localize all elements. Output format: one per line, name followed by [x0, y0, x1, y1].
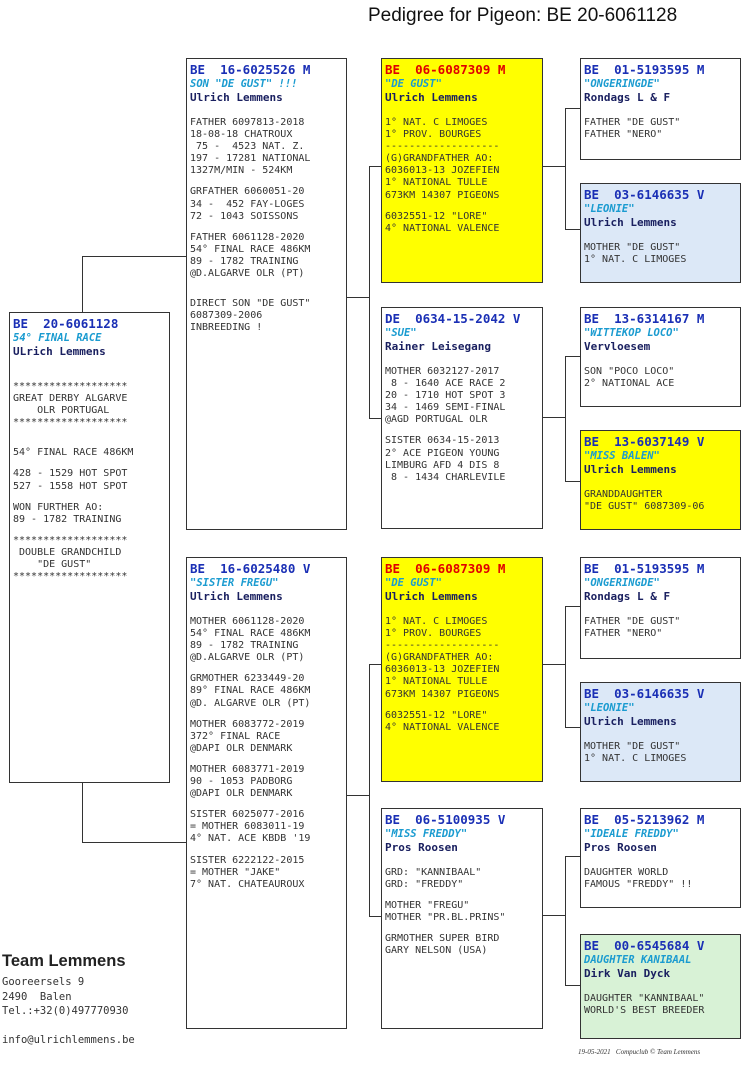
note-line: 4° NATIONAL VALENCE [385, 721, 500, 733]
pigeon-card-gen4-5 [580, 557, 741, 659]
note-line: SISTER 0634-15-2013 [385, 435, 500, 447]
ring-number: BE 03-6146635 V [584, 187, 705, 202]
note-line: SISTER 6222122-2015 [190, 854, 305, 866]
note-line: FATHER "DE GUST" [584, 616, 681, 627]
pigeon-notes [385, 616, 539, 734]
note-line: 4° NAT. ACE KBDB '19 [190, 833, 311, 845]
note-line: 1327M/MIN - 524KM [190, 165, 293, 177]
note-line: 428 - 1529 HOT SPOT [13, 468, 128, 480]
note-line: 20 - 1710 HOT SPOT 3 [385, 390, 506, 402]
note-line: WON FURTHER AO: [13, 501, 104, 513]
note-line: WORLD'S BEST BREEDER [584, 1005, 705, 1017]
note-line: ******************* [13, 417, 128, 429]
note-line [385, 924, 539, 933]
note-line: SON "POCO LOCO" [584, 366, 675, 377]
note-line [190, 177, 343, 186]
note-line: (G)GRANDFATHER AO: [385, 153, 494, 165]
note-line [13, 372, 166, 381]
connector-g3-2v [565, 356, 581, 482]
note-line: FATHER 6061128-2020 [190, 231, 305, 243]
note-line: 18-08-18 CHATROUX [190, 129, 293, 141]
note-line [190, 846, 343, 855]
email-link[interactable]: info@ulrichlemmens.be [2, 1034, 135, 1046]
ring-number: BE 03-6146635 V [584, 686, 705, 701]
connector-father [347, 297, 369, 298]
connector-g3-3 [543, 664, 565, 665]
pigeon-name: "IDEALE FREDDY" [584, 828, 679, 840]
pigeon-name: "SISTER FREGU" [190, 577, 279, 589]
ring-number: BE 20-6061128 [13, 316, 119, 331]
note-line: DAUGHTER WORLD [584, 867, 669, 878]
note-line [190, 289, 343, 298]
connector-g3-4 [543, 915, 565, 916]
note-line [13, 363, 166, 372]
note-line: 89 - 1782 TRAINING [190, 255, 299, 267]
connector-g3-1 [543, 166, 565, 167]
ring-number: BE 13-6314167 M [584, 311, 705, 326]
note-line: ******************* [13, 571, 128, 583]
pigeon-name: "SUE" [385, 327, 417, 339]
note-line: = MOTHER "JAKE" [190, 866, 281, 878]
note-line: 2° ACE PIGEON YOUNG [385, 447, 500, 459]
ring-number: BE 16-6025480 V [190, 561, 311, 576]
pigeon-notes [584, 117, 737, 141]
pigeon-name: "MISS BALEN" [584, 450, 660, 462]
note-line: FATHER "NERO" [584, 628, 663, 640]
note-line [385, 701, 539, 710]
note-line [13, 526, 166, 535]
note-line: GRFATHER 6060051-20 [190, 186, 305, 198]
note-line: MOTHER "FREGU" [385, 900, 470, 912]
connector-g3-4v [565, 856, 581, 986]
note-line [13, 459, 166, 468]
pigeon-notes [385, 867, 539, 958]
note-line: ******************* [13, 381, 128, 392]
pigeon-card-father [186, 58, 347, 530]
ring-number: BE 00-6545684 V [584, 938, 705, 953]
pigeon-card-maternal-grandfather [381, 557, 543, 782]
pigeon-card-gen4-3 [580, 307, 741, 407]
note-line [385, 891, 539, 900]
note-line: 1° PROV. BOURGES [385, 129, 482, 141]
connector-g3-3v [565, 606, 581, 728]
pigeon-name: "LEONIE" [584, 203, 635, 215]
owner-name: Ulrich Lemmens [385, 590, 478, 603]
note-line [13, 438, 166, 447]
ring-number: BE 13-6037149 V [584, 434, 705, 449]
owner-name: Ulrich Lemmens [190, 590, 283, 603]
pigeon-notes [584, 489, 737, 513]
note-line: 7° NAT. CHATEAUROUX [190, 878, 305, 890]
note-line: @D.ALGARVE OLR (PT) [190, 652, 305, 664]
owner-name: Ulrich Lemmens [385, 91, 478, 104]
note-line: 197 - 17281 NATIONAL [190, 153, 311, 165]
owner-name: Ulrich Lemmens [584, 715, 677, 728]
note-line: OLR PORTUGAL [13, 405, 110, 417]
note-line: (G)GRANDFATHER AO: [385, 652, 494, 664]
note-line: MOTHER 6061128-2020 [190, 616, 305, 627]
connector-subject-stub [82, 256, 83, 312]
note-line [190, 280, 343, 289]
note-line: DIRECT SON "DE GUST" [190, 298, 311, 310]
ring-number: BE 06-6087309 M [385, 62, 506, 77]
note-line: 6032551-12 "LORE" [385, 709, 488, 721]
note-line: ******************* [13, 534, 128, 546]
note-line [190, 223, 343, 232]
pigeon-name: SON "DE GUST" !!! [190, 78, 298, 90]
note-line: @AGD PORTUGAL OLR [385, 414, 488, 426]
note-line: ------------------- [385, 141, 500, 153]
note-line: INBREEDING ! [190, 322, 263, 334]
ring-number: BE 01-5193595 M [584, 561, 705, 576]
note-line: 1° NATIONAL TULLE [385, 676, 488, 688]
ring-number: BE 06-5100935 V [385, 812, 506, 827]
note-line: 6036013-13 JOZEFIEN [385, 165, 500, 177]
address-street: Gooreersels 9 [2, 976, 85, 988]
note-line: "DE GUST" [13, 559, 92, 571]
note-line: 1° PROV. BOURGES [385, 628, 482, 640]
note-line [190, 755, 343, 764]
owner-name: Ulrich Lemmens [584, 463, 677, 476]
pigeon-card-gen4-4 [580, 430, 741, 530]
pigeon-notes [385, 366, 539, 484]
pigeon-card-gen4-8 [580, 934, 741, 1039]
note-line: "DE GUST" 6087309-06 [584, 501, 705, 513]
note-line: MOTHER "DE GUST" [584, 741, 681, 752]
note-line: @D.ALGARVE OLR (PT) [190, 268, 305, 280]
pigeon-card-paternal-grandfather [381, 58, 543, 283]
note-line: 527 - 1558 HOT SPOT [13, 480, 128, 492]
note-line: MOTHER 6032127-2017 [385, 366, 500, 377]
owner-name: Rondags L & F [584, 91, 671, 104]
pigeon-card-gen4-2 [580, 183, 741, 283]
note-line: GREAT DERBY ALGARVE [13, 393, 128, 405]
pigeon-name: "LEONIE" [584, 702, 635, 714]
note-line: = MOTHER 6083011-19 [190, 821, 305, 833]
note-line: 1° NAT. C LIMOGES [584, 753, 687, 765]
owner-name: Rainer Leisegang [385, 340, 491, 353]
pigeon-notes [190, 616, 343, 891]
pigeon-notes [584, 366, 737, 390]
ring-number: BE 16-6025526 M [190, 62, 311, 77]
note-line: 89 - 1782 TRAINING [190, 640, 299, 652]
note-line: SISTER 6025077-2016 [190, 809, 305, 821]
pigeon-card-mother [186, 557, 347, 1029]
ring-number: BE 05-5213962 M [584, 812, 705, 827]
pigeon-card-paternal-grandmother [381, 307, 543, 529]
note-line: MOTHER 6083771-2019 [190, 763, 305, 775]
note-line: 1° NAT. C LIMOGES [385, 117, 488, 128]
ring-number: BE 06-6087309 M [385, 561, 506, 576]
note-line: DAUGHTER "KANNIBAAL" [584, 993, 705, 1004]
note-line: DOUBLE GRANDCHILD [13, 546, 122, 558]
note-line: GRD: "FREDDY" [385, 879, 464, 891]
note-line: 54° FINAL RACE 486KM [190, 628, 311, 640]
note-line [190, 710, 343, 719]
note-line: 1° NAT. C LIMOGES [385, 616, 488, 627]
note-line: LIMBURG AFD 4 DIS 8 [385, 459, 500, 471]
pigeon-notes [584, 993, 737, 1017]
pigeon-name: "DE GUST" [385, 78, 442, 90]
pigeon-notes [584, 741, 737, 765]
connector-g3-2 [543, 417, 565, 418]
pigeon-notes [584, 616, 737, 640]
owner-name: Vervloesem [584, 340, 651, 353]
page-title: Pedigree for Pigeon: BE 20-6061128 [368, 5, 678, 26]
note-line: MOTHER "DE GUST" [584, 242, 681, 253]
pigeon-notes [584, 867, 737, 891]
pigeon-notes [13, 363, 166, 583]
pigeon-notes [190, 117, 343, 334]
note-line: 89 - 1782 TRAINING [13, 513, 122, 525]
note-line: 4° NATIONAL VALENCE [385, 222, 500, 234]
note-line: ------------------- [385, 640, 500, 652]
note-line [190, 664, 343, 673]
note-line: 34 - 1469 SEMI-FINAL [385, 402, 506, 414]
note-line: 54° FINAL RACE 486KM [190, 243, 311, 255]
connector-mother [347, 795, 369, 796]
note-line: GRMOTHER SUPER BIRD [385, 933, 500, 945]
print-credit: 19-05-2021 Compuclub © Team Lemmens [578, 1048, 701, 1056]
note-line: 6032551-12 "LORE" [385, 210, 488, 222]
note-line: FATHER 6097813-2018 [190, 117, 305, 128]
note-line [13, 493, 166, 502]
note-line: FAMOUS "FREDDY" !! [584, 879, 693, 891]
note-line: 673KM 14307 PIGEONS [385, 189, 500, 201]
address-city: 2490 Balen [2, 991, 72, 1003]
team-name: Team Lemmens [2, 952, 126, 970]
ring-number: DE 0634-15-2042 V [385, 311, 521, 326]
note-line: 90 - 1053 PADBORG [190, 776, 293, 788]
note-line: @D. ALGARVE OLR (PT) [190, 697, 311, 709]
pigeon-name: "WITTEKOP LOCO" [584, 327, 679, 339]
note-line: 72 - 1043 SOISSONS [190, 210, 299, 222]
pigeon-name: 54° FINAL RACE [13, 332, 102, 344]
pigeon-card-maternal-grandmother [381, 808, 543, 1029]
owner-name: Rondags L & F [584, 590, 671, 603]
note-line: 2° NATIONAL ACE [584, 378, 675, 390]
note-line: 54° FINAL RACE 486KM [13, 447, 134, 459]
pigeon-name: "ONGERINGDE" [584, 577, 660, 589]
pigeon-card-subject [9, 312, 170, 783]
note-line: 89° FINAL RACE 486KM [190, 685, 311, 697]
note-line: 75 - 4523 NAT. Z. [190, 141, 305, 153]
note-line: 8 - 1640 ACE RACE 2 [385, 378, 506, 390]
note-line [385, 426, 539, 435]
note-line: 34 - 452 FAY-LOGES [190, 198, 305, 210]
note-line [385, 202, 539, 211]
pigeon-card-gen4-7 [580, 808, 741, 908]
note-line: 1° NAT. C LIMOGES [584, 254, 687, 266]
pigeon-name: "MISS FREDDY" [385, 828, 468, 840]
pigeon-notes [385, 117, 539, 235]
ring-number: BE 01-5193595 M [584, 62, 705, 77]
note-line: 6036013-13 JOZEFIEN [385, 664, 500, 676]
owner-name: Ulrich Lemmens [190, 91, 283, 104]
pigeon-name: "ONGERINGDE" [584, 78, 660, 90]
note-line: @DAPI OLR DENMARK [190, 788, 293, 800]
note-line: 6087309-2006 [190, 310, 263, 322]
pigeon-name: DAUGHTER KANIBAAL [584, 954, 692, 966]
phone-number: Tel.:+32(0)497770930 [2, 1005, 129, 1017]
note-line [13, 429, 166, 438]
pigeon-card-gen4-6 [580, 682, 741, 782]
pigeon-notes [584, 242, 737, 266]
note-line: FATHER "DE GUST" [584, 117, 681, 128]
pigeon-card-gen4-1 [580, 58, 741, 160]
note-line [190, 800, 343, 809]
note-line: GRMOTHER 6233449-20 [190, 673, 305, 685]
note-line: GRD: "KANNIBAAL" [385, 867, 482, 878]
note-line: FATHER "NERO" [584, 129, 663, 141]
note-line: @DAPI OLR DENMARK [190, 742, 293, 754]
connector-g3-1v [565, 108, 581, 230]
note-line: 372° FINAL RACE [190, 730, 281, 742]
owner-name: Ulrich Lemmens [584, 216, 677, 229]
owner-name: Pros Roosen [385, 841, 458, 854]
owner-name: Pros Roosen [584, 841, 657, 854]
pigeon-name: "DE GUST" [385, 577, 442, 589]
note-line: 1° NATIONAL TULLE [385, 177, 488, 189]
note-line: GRANDDAUGHTER [584, 489, 663, 500]
note-line: MOTHER "PR.BL.PRINS" [385, 912, 506, 924]
owner-name: ULrich Lemmens [13, 345, 106, 358]
note-line: MOTHER 6083772-2019 [190, 718, 305, 730]
note-line: 673KM 14307 PIGEONS [385, 688, 500, 700]
note-line: GARY NELSON (USA) [385, 945, 488, 957]
note-line: 8 - 1434 CHARLEVILE [385, 471, 506, 483]
owner-name: Dirk Van Dyck [584, 967, 671, 980]
